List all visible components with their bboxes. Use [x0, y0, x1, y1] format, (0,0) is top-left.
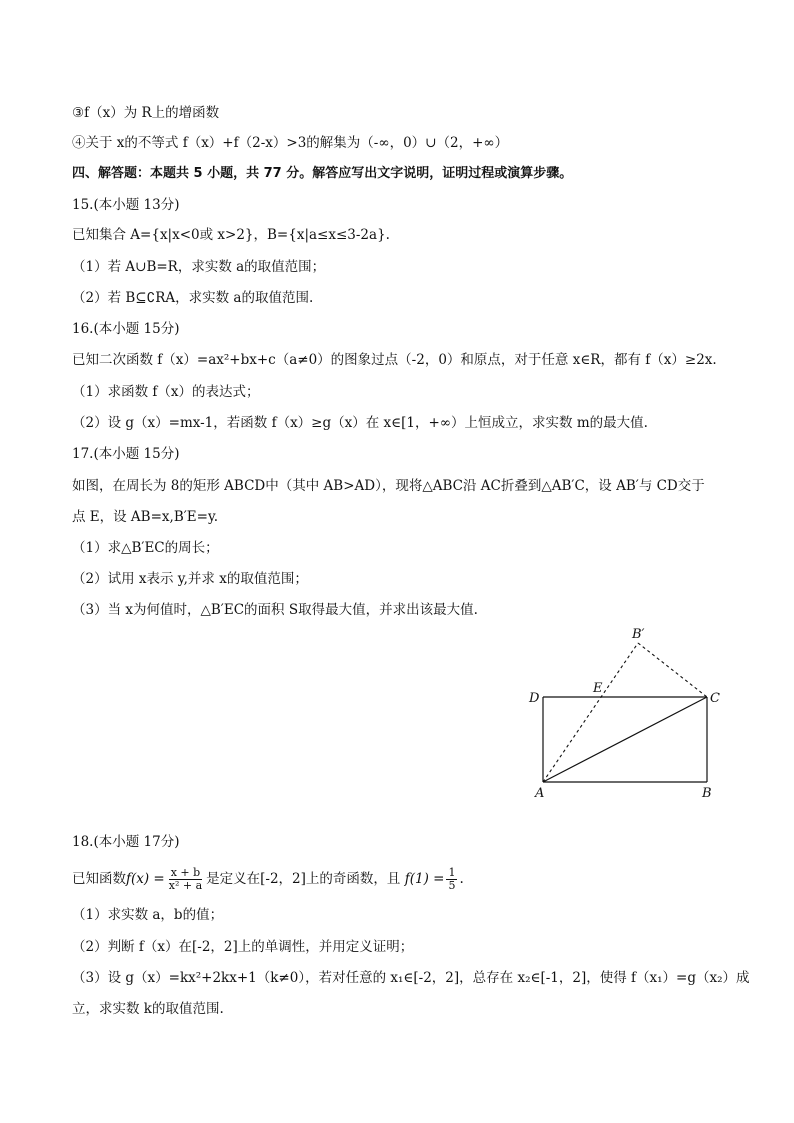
problem-18-stem [72, 864, 464, 894]
problem-18-part-3-cont: 立，求实数 k的取值范围. [72, 1001, 224, 1017]
problem-18-part-2: （2）判断 f（x）在[-2，2]上的单调性，并用定义证明； [72, 939, 414, 955]
label-a: A [535, 786, 545, 801]
problem-17-part-3: （3）当 x为何值时，△B′EC的面积 S取得最大值，并求出该最大值. [72, 602, 478, 618]
section-heading: 四、解答题：本题共 5 小题，共 77 分。解答应写出文字说明，证明过程或演算步骤。 [72, 166, 573, 181]
line-item-3: ③f（x）为 R上的增函数 [72, 105, 220, 121]
label-b-prime: B′ [632, 627, 645, 642]
diagonal-ac [543, 697, 707, 782]
stem-text-a: 已知函数 [72, 871, 126, 887]
problem-16-stem: 已知二次函数 f（x）=ax²+bx+c（a≠0）的图象过点（-2，0）和原点，对于任意 x∈R，都有 f（x）≥2x. [72, 352, 717, 368]
fx-expression: f(x) = [126, 871, 165, 887]
fraction-numerator: x + b [170, 866, 201, 879]
rectangle-fold-figure [520, 622, 740, 807]
label-b: B [702, 786, 712, 801]
f1-expression: f(1) = [404, 871, 445, 887]
problem-15-part-1: （1）若 A∪B=R，求实数 a的取值范围； [72, 259, 326, 275]
problem-16-part-1: （1）求函数 f（x）的表达式； [72, 384, 260, 400]
label-e: E [593, 681, 603, 696]
label-c: C [710, 691, 720, 706]
segment-ab-prime [543, 643, 638, 782]
problem-16-title: 16.(本小题 15分) [72, 321, 180, 337]
problem-17-stem: 如图，在周长为 8的矩形 ABCD中（其中 AB>AD），现将△ABC沿 AC折叠到△AB′C，设 AB′与 CD交于 [72, 478, 705, 494]
problem-17-part-2: （2）试用 x表示 y,并求 x的取值范围； [72, 571, 308, 587]
problem-18-title: 18.(本小题 17分) [72, 834, 180, 850]
line-item-4: ④关于 x的不等式 f（x）+f（2-x）>3的解集为（-∞，0）∪（2，+∞） [72, 135, 509, 151]
problem-17-stem-cont: 点 E，设 AB=x,B′E=y. [72, 509, 219, 525]
fraction-denominator: x² + a [168, 879, 203, 892]
label-d: D [529, 691, 540, 706]
problem-15-title: 15.(本小题 13分) [72, 197, 180, 213]
fraction-x-plus-b [167, 867, 204, 892]
fraction-numerator-2: 1 [448, 866, 456, 879]
segment-b-prime-c [638, 643, 707, 697]
problem-18-part-1: （1）求实数 a，b的值； [72, 907, 224, 923]
problem-18-part-3: （3）设 g（x）=kx²+2kx+1（k≠0），若对任意的 x₁∈[-2，2]，总存在 x₂∈[-1，2]，使得 f（x₁）=g（x₂）成 [72, 970, 750, 986]
problem-17-part-1: （1）求△B′EC的周长； [72, 540, 219, 556]
stem-text-c: . [459, 871, 464, 887]
problem-15-part-2: （2）若 B⊆∁RA，求实数 a的取值范围. [72, 290, 314, 306]
stem-text-b: 是定义在[-2，2]上的奇函数，且 [206, 871, 401, 887]
problem-15-stem: 已知集合 A={x|x<0或 x>2}，B={x|a≤x≤3-2a}. [72, 227, 390, 243]
fraction-one-fifth [446, 867, 457, 892]
problem-16-part-2: （2）设 g（x）=mx-1，若函数 f（x）≥g（x）在 x∈[1，+∞）上恒成立，求实数 m的最大值. [72, 415, 648, 431]
fraction-denominator-2: 5 [448, 879, 456, 892]
problem-17-title: 17.(本小题 15分) [72, 446, 180, 462]
